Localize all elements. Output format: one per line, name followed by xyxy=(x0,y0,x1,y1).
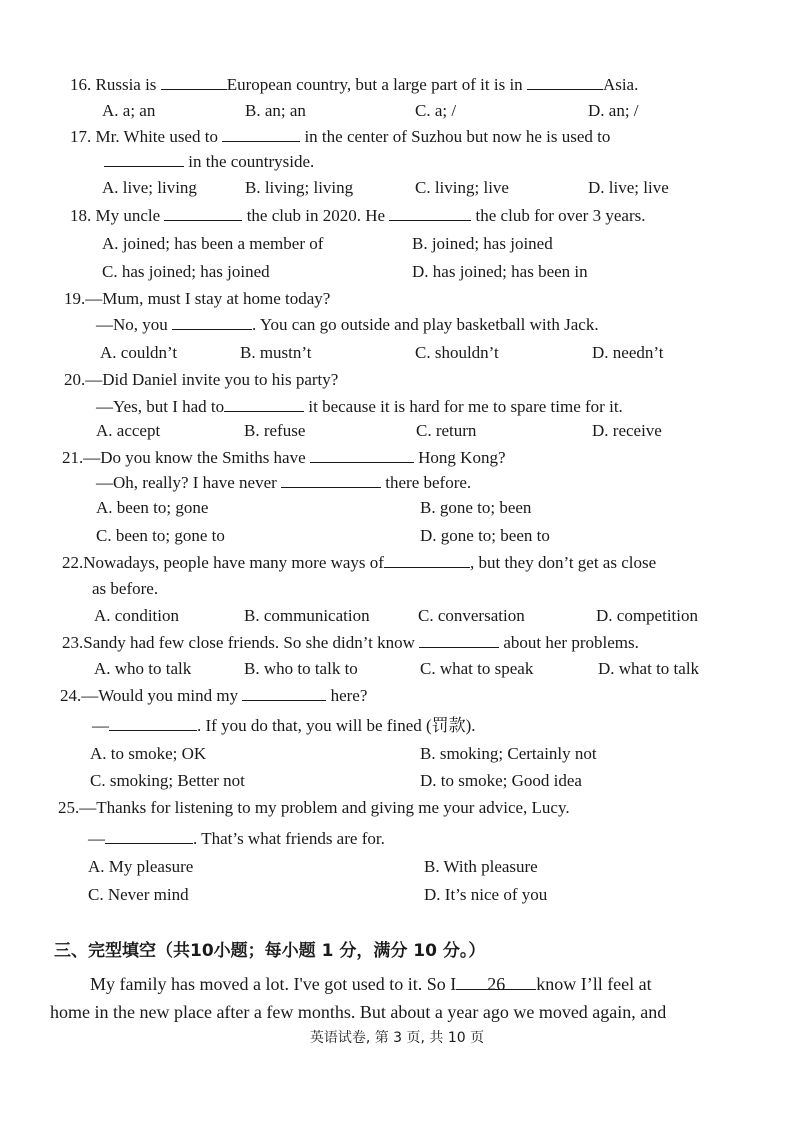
question-text: here? xyxy=(326,686,368,705)
option-d[interactable]: D. what to talk xyxy=(598,659,700,678)
answer-blank[interactable] xyxy=(105,827,193,844)
option-b[interactable]: B. an; an xyxy=(245,101,306,120)
question-25-response xyxy=(88,827,385,850)
question-number: 18. xyxy=(70,206,92,225)
answer-blank[interactable] xyxy=(222,125,300,142)
option-c[interactable]: C. conversation xyxy=(418,606,525,625)
question-19 xyxy=(64,288,330,310)
option-c[interactable]: C. living; live xyxy=(415,178,509,197)
option-c[interactable]: C. shouldn’t xyxy=(415,343,499,362)
passage-line xyxy=(90,973,652,995)
option-b[interactable]: B. With pleasure xyxy=(424,857,538,876)
option-a[interactable]: A. couldn’t xyxy=(100,343,178,362)
option-c[interactable]: C. been to; gone to xyxy=(96,526,225,545)
answer-blank[interactable] xyxy=(389,204,471,221)
question-number: 17. xyxy=(70,127,92,146)
question-20 xyxy=(64,369,338,391)
option-a[interactable]: A. live; living xyxy=(102,178,197,197)
answer-blank[interactable] xyxy=(384,551,470,568)
option-d[interactable]: D. live; live xyxy=(588,178,669,197)
question-17-cont xyxy=(104,150,314,173)
option-b[interactable]: B. gone to; been xyxy=(420,498,532,517)
question-text: . If you do that, you will be fined (罚款). xyxy=(197,716,476,735)
question-text: — xyxy=(88,829,105,848)
answer-blank[interactable] xyxy=(161,73,227,90)
question-18 xyxy=(70,204,645,227)
question-text: . That’s what friends are for. xyxy=(193,829,385,848)
option-d[interactable]: D. competition xyxy=(596,606,698,625)
question-21 xyxy=(62,446,506,469)
question-text: —Do you know the Smiths have xyxy=(83,448,310,467)
page-footer: 英语试卷, 第 3 页, 共 10 页 xyxy=(309,1030,485,1046)
question-text: —Yes, but I had to xyxy=(96,397,225,416)
question-text: —No, you xyxy=(96,315,173,334)
question-text: about her problems. xyxy=(499,633,639,652)
question-19-response xyxy=(96,313,599,336)
question-number: 21. xyxy=(62,448,84,467)
question-number: 16. xyxy=(70,75,92,94)
question-text: Mr. White used to xyxy=(95,127,223,146)
option-b[interactable]: B. smoking; Certainly not xyxy=(420,744,597,763)
question-text: . You can go outside and play basketball with Jack. xyxy=(252,315,599,334)
answer-blank[interactable] xyxy=(109,714,197,731)
option-d[interactable]: D. an; / xyxy=(588,101,639,120)
option-c[interactable]: C. what to speak xyxy=(420,659,534,678)
option-a[interactable]: A. condition xyxy=(94,606,179,625)
option-b[interactable]: B. communication xyxy=(244,606,370,625)
question-20-response xyxy=(96,395,623,418)
section-title: 三、完型填空（共10小题；每小题 1 分，满分 10 分。） xyxy=(54,941,486,961)
option-a[interactable]: A. accept xyxy=(96,421,161,440)
question-text: —Thanks for listening to my problem and giving me your advice, Lucy. xyxy=(79,798,570,817)
passage-line: home in the new place after a few months. But about a year ago we moved again, and xyxy=(50,1002,667,1022)
question-text: —Would you mind my xyxy=(81,686,243,705)
question-number: 19. xyxy=(64,289,86,308)
question-text: the club for over 3 years. xyxy=(471,206,646,225)
question-number: 22. xyxy=(62,553,84,572)
question-text: there before. xyxy=(381,473,472,492)
option-c[interactable]: C. Never mind xyxy=(88,885,189,904)
option-a[interactable]: A. joined; has been a member of xyxy=(102,234,324,253)
option-a[interactable]: A. been to; gone xyxy=(96,498,209,517)
answer-blank[interactable] xyxy=(172,313,252,330)
question-24-response xyxy=(92,714,476,737)
answer-blank[interactable] xyxy=(527,73,603,90)
question-21-response xyxy=(96,471,471,494)
question-text: Sandy had few close friends. So she didn’t know xyxy=(83,633,420,652)
question-text: Russia is xyxy=(95,75,161,94)
question-text: My uncle xyxy=(95,206,165,225)
blank-number: 26 xyxy=(487,974,506,994)
question-text: —Oh, really? I have never xyxy=(96,473,282,492)
option-b[interactable]: B. refuse xyxy=(244,421,306,440)
question-text: Hong Kong? xyxy=(413,448,506,467)
question-number: 24. xyxy=(60,686,82,705)
answer-blank[interactable] xyxy=(242,684,326,701)
question-23 xyxy=(62,631,639,654)
option-a[interactable]: A. My pleasure xyxy=(88,857,194,876)
question-text: —Mum, must I stay at home today? xyxy=(85,289,331,308)
option-b[interactable]: B. joined; has joined xyxy=(412,234,553,253)
option-b[interactable]: B. who to talk to xyxy=(244,659,358,678)
option-c[interactable]: C. a; / xyxy=(415,101,457,120)
question-25 xyxy=(58,797,570,819)
question-text: , but they don’t get as close xyxy=(469,553,657,572)
answer-blank[interactable] xyxy=(419,631,499,648)
answer-blank[interactable] xyxy=(224,395,304,412)
question-number: 25. xyxy=(58,798,80,817)
question-24 xyxy=(60,684,367,707)
question-22 xyxy=(62,551,656,574)
option-d[interactable]: D. needn’t xyxy=(592,343,664,362)
question-text: Asia. xyxy=(602,75,639,94)
passage-text: My family has moved a lot. I've got used to it. So I xyxy=(90,974,457,994)
question-text: Nowadays, people have many more ways of xyxy=(83,553,384,572)
question-text: —Did Daniel invite you to his party? xyxy=(85,370,339,389)
question-22-cont: as before. xyxy=(92,579,159,598)
answer-blank[interactable] xyxy=(281,471,381,488)
question-number: 23. xyxy=(62,633,84,652)
option-d[interactable]: D. It’s nice of you xyxy=(424,885,548,904)
option-d[interactable]: D. gone to; been to xyxy=(420,526,550,545)
option-a[interactable]: A. who to talk xyxy=(94,659,192,678)
question-text: in the center of Suzhou but now he is used to xyxy=(300,127,611,146)
cloze-blank-26[interactable] xyxy=(456,973,536,994)
passage-text: know I’ll feel at xyxy=(536,974,652,994)
option-d[interactable]: D. to smoke; Good idea xyxy=(420,771,582,790)
answer-blank[interactable] xyxy=(104,150,184,167)
question-text: in the countryside. xyxy=(184,152,315,171)
question-text: — xyxy=(92,716,109,735)
option-c[interactable]: C. return xyxy=(416,421,477,440)
option-c[interactable]: C. smoking; Better not xyxy=(90,771,245,790)
question-number: 20. xyxy=(64,370,86,389)
option-a[interactable]: A. to smoke; OK xyxy=(90,744,207,763)
answer-blank[interactable] xyxy=(310,446,414,463)
option-d[interactable]: D. receive xyxy=(592,421,662,440)
option-a[interactable]: A. a; an xyxy=(102,101,156,120)
option-b[interactable]: B. mustn’t xyxy=(240,343,312,362)
question-text: it because it is hard for me to spare time for it. xyxy=(304,397,623,416)
option-d[interactable]: D. has joined; has been in xyxy=(412,262,588,281)
answer-blank[interactable] xyxy=(164,204,242,221)
option-c[interactable]: C. has joined; has joined xyxy=(102,262,270,281)
option-b[interactable]: B. living; living xyxy=(245,178,354,197)
question-text: European country, but a large part of it is in xyxy=(226,75,527,94)
question-text: the club in 2020. He xyxy=(242,206,390,225)
question-16 xyxy=(70,73,638,96)
question-17 xyxy=(70,125,610,148)
